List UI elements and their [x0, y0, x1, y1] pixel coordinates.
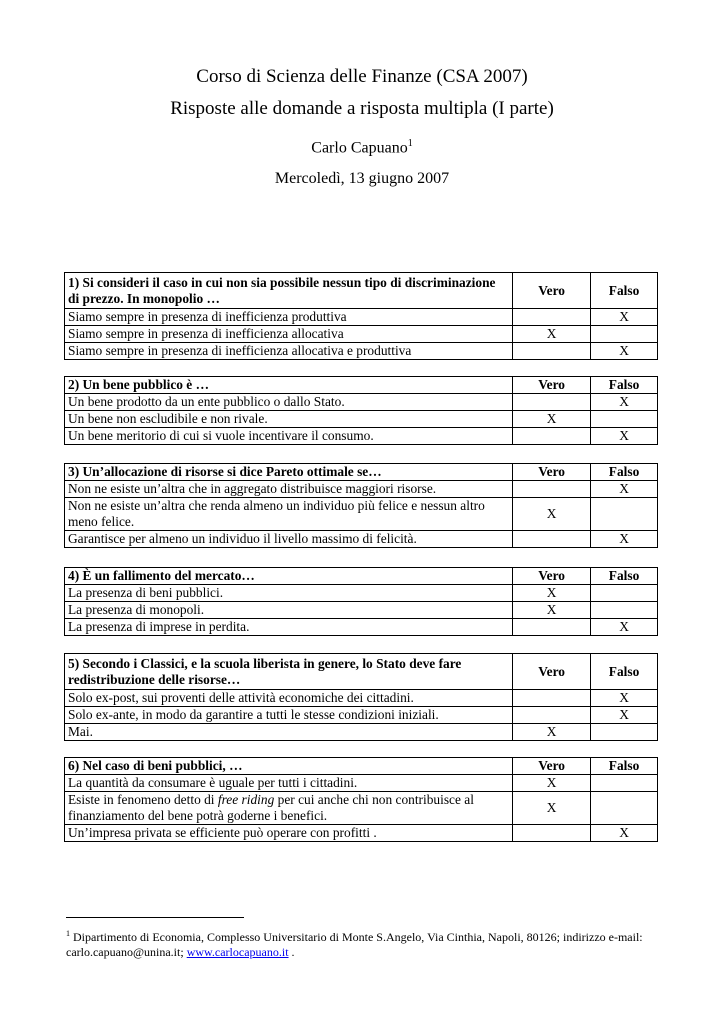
- author-footnote-mark: 1: [407, 138, 413, 149]
- vero-mark: [513, 707, 591, 724]
- falso-mark: X: [591, 309, 658, 326]
- author: [0, 138, 724, 157]
- vero-mark: [513, 825, 591, 842]
- vero-mark: X: [513, 498, 591, 531]
- question-table-4: [64, 567, 658, 636]
- question-table-6: [64, 757, 658, 842]
- footnote: [66, 926, 662, 960]
- answer-text: La presenza di monopoli.: [65, 602, 513, 619]
- falso-mark: [591, 498, 658, 531]
- footnote-mark: 1: [66, 929, 70, 938]
- vero-mark: X: [513, 724, 591, 741]
- author-name: Carlo Capuano: [311, 139, 408, 157]
- falso-mark: [591, 326, 658, 343]
- header-falso: Falso: [591, 568, 658, 585]
- header-falso: Falso: [591, 464, 658, 481]
- vero-mark: X: [513, 602, 591, 619]
- falso-mark: [591, 724, 658, 741]
- header-falso: Falso: [591, 377, 658, 394]
- answer-text: Un’impresa privata se efficiente può operare con profitti .: [65, 825, 513, 842]
- answer-text: Un bene non escludibile e non rivale.: [65, 411, 513, 428]
- header-falso: Falso: [591, 273, 658, 309]
- website-link[interactable]: www.carlocapuano.it: [186, 945, 289, 959]
- answer-text: Siamo sempre in presenza di inefficienza allocativa e produttiva: [65, 343, 513, 360]
- header-vero: Vero: [513, 464, 591, 481]
- vero-mark: [513, 481, 591, 498]
- question-text: 6) Nel caso di beni pubblici, …: [65, 758, 513, 775]
- question-text: 4) È un fallimento del mercato…: [65, 568, 513, 585]
- vero-mark: [513, 309, 591, 326]
- falso-mark: [591, 585, 658, 602]
- header-falso: Falso: [591, 758, 658, 775]
- answer-text: La presenza di imprese in perdita.: [65, 619, 513, 636]
- answer-text: La quantità da consumare è uguale per tutti i cittadini.: [65, 775, 513, 792]
- vero-mark: X: [513, 326, 591, 343]
- answer-text: Non ne esiste un’altra che in aggregato distribuisce maggiori risorse.: [65, 481, 513, 498]
- falso-mark: [591, 602, 658, 619]
- falso-mark: X: [591, 343, 658, 360]
- document-date: Mercoledì, 13 giugno 2007: [274, 170, 450, 187]
- answer-text: Mai.: [65, 724, 513, 741]
- footnote-separator: [66, 917, 244, 918]
- vero-mark: [513, 343, 591, 360]
- question-table-1: [64, 272, 658, 360]
- footnote-text: Dipartimento di Economia, Complesso Universitario di Monte S.Angelo, Via Cinthia, Napoli, 80126; indirizzo e-mail: carlo.capuano@unina.it;: [66, 930, 643, 959]
- answer-text: Solo ex-ante, in modo da garantire a tutti le stesse condizioni iniziali.: [65, 707, 513, 724]
- answer-text-after: per cui anche chi non contribuisce al finanziamento del bene potrà goderne i benefici.: [68, 792, 474, 823]
- vero-mark: [513, 428, 591, 445]
- title-line-2: Risposte alle domande a risposta multipla (I parte): [170, 98, 554, 119]
- title-line-1: Corso di Scienza delle Finanze (CSA 2007): [196, 66, 528, 87]
- question-text: 1) Si consideri il caso in cui non sia possibile nessun tipo di discriminazione di prezzo. In monopolio …: [65, 273, 513, 309]
- footnote-end: .: [288, 945, 295, 959]
- header-vero: Vero: [513, 654, 591, 690]
- answer-text: La presenza di beni pubblici.: [65, 585, 513, 602]
- vero-mark: [513, 394, 591, 411]
- answer-text: Siamo sempre in presenza di inefficienza allocativa: [65, 326, 513, 343]
- falso-mark: [591, 775, 658, 792]
- vero-mark: X: [513, 792, 591, 825]
- header-vero: Vero: [513, 568, 591, 585]
- falso-mark: [591, 411, 658, 428]
- falso-mark: X: [591, 690, 658, 707]
- answer-text: Siamo sempre in presenza di inefficienza produttiva: [65, 309, 513, 326]
- falso-mark: X: [591, 825, 658, 842]
- answer-text: Garantisce per almeno un individuo il livello massimo di felicità.: [65, 531, 513, 548]
- question-text: 5) Secondo i Classici, e la scuola liberista in genere, lo Stato deve fare redistribuzione delle risorse…: [65, 654, 513, 690]
- answer-text: Solo ex-post, sui proventi delle attività economiche dei cittadini.: [65, 690, 513, 707]
- falso-mark: X: [591, 481, 658, 498]
- question-text: 3) Un’allocazione di risorse si dice Pareto ottimale se…: [65, 464, 513, 481]
- falso-mark: X: [591, 619, 658, 636]
- falso-mark: [591, 792, 658, 825]
- answer-text: [65, 792, 513, 825]
- falso-mark: X: [591, 428, 658, 445]
- falso-mark: X: [591, 531, 658, 548]
- answer-text-italic: free riding: [217, 792, 275, 807]
- header-vero: Vero: [513, 377, 591, 394]
- vero-mark: [513, 619, 591, 636]
- question-table-5: [64, 653, 658, 741]
- question-text: 2) Un bene pubblico è …: [65, 377, 513, 394]
- falso-mark: X: [591, 707, 658, 724]
- answer-text: Un bene prodotto da un ente pubblico o dallo Stato.: [65, 394, 513, 411]
- vero-mark: [513, 531, 591, 548]
- answer-text: Non ne esiste un’altra che renda almeno un individuo più felice e nessun altro meno felice.: [65, 498, 513, 531]
- vero-mark: [513, 690, 591, 707]
- falso-mark: X: [591, 394, 658, 411]
- answer-text-before: Esiste in fenomeno detto di: [68, 792, 218, 807]
- answer-text: Un bene meritorio di cui si vuole incentivare il consumo.: [65, 428, 513, 445]
- vero-mark: X: [513, 411, 591, 428]
- vero-mark: X: [513, 775, 591, 792]
- header-falso: Falso: [591, 654, 658, 690]
- header-vero: Vero: [513, 758, 591, 775]
- header-vero: Vero: [513, 273, 591, 309]
- vero-mark: X: [513, 585, 591, 602]
- question-table-2: [64, 376, 658, 445]
- question-table-3: [64, 463, 658, 548]
